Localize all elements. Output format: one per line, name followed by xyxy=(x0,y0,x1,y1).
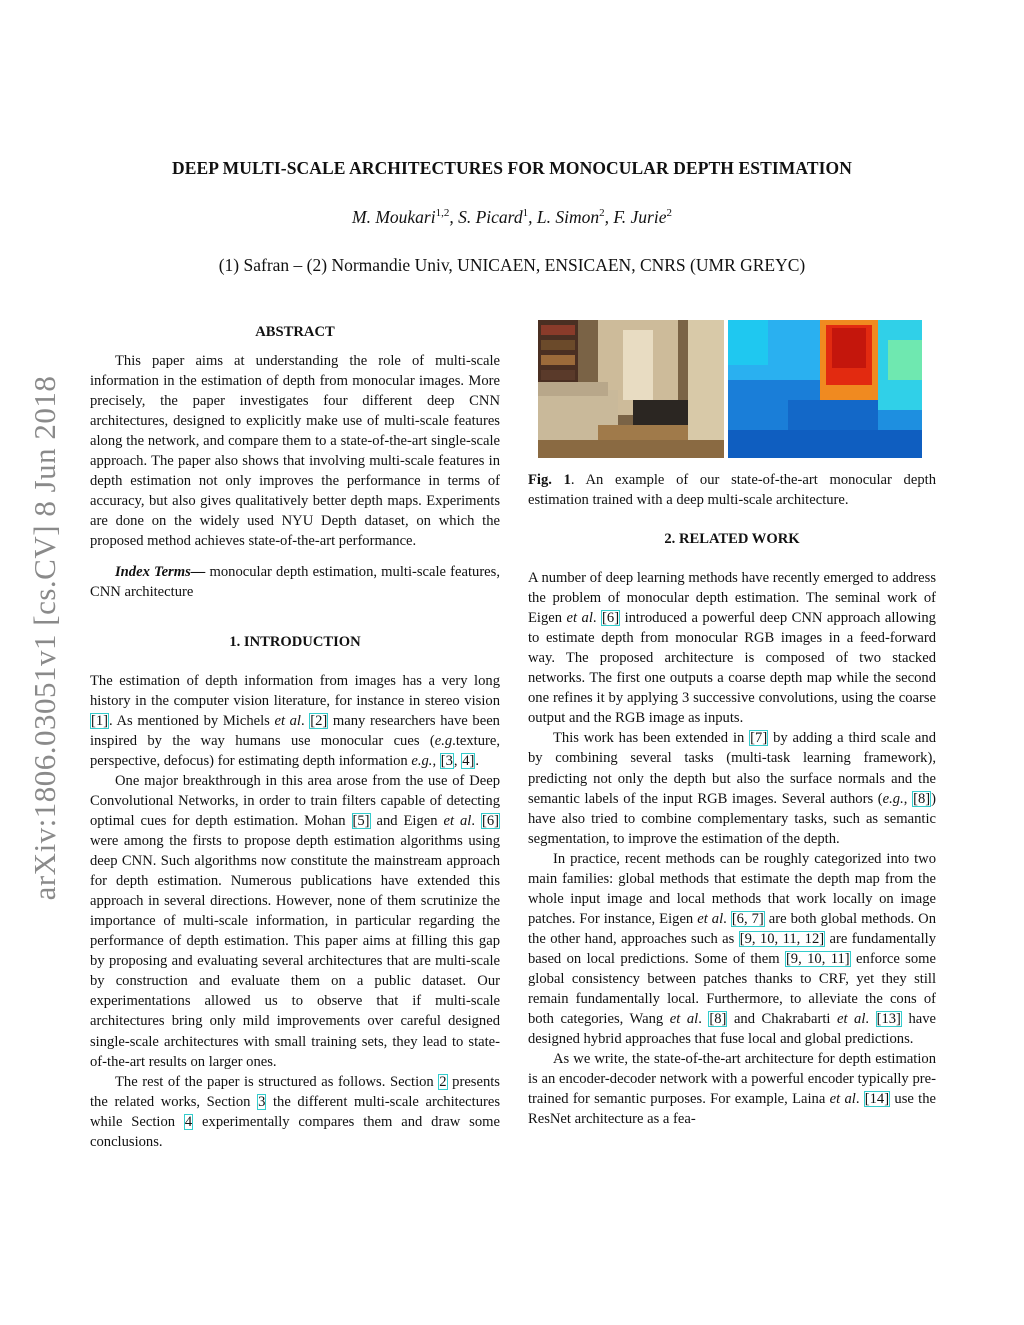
figure-caption: Fig. 1. An example of our state-of-the-art monocular depth estimation trained with a deep multi-scale architecture. xyxy=(528,472,936,508)
author-name: S. Picard xyxy=(458,207,523,227)
author-list: M. Moukari$^{1,2}$, S. Picard$^1$, L. Simon$^2$, F. Jurie$^2$ xyxy=(352,207,672,227)
intro-paragraph-1: The estimation of depth information from images has a very long history in the computer vision literature, for instance in stereo vision [1]. As mentioned by Michels et al. [2] many researchers have been inspired by the way humans use monocular cues (e.g.texture, perspective, defocus) for estimating depth information e.g., [3, 4]. xyxy=(90,672,500,769)
related-paragraph-4: As we write, the state-of-the-art architecture for depth estimation is an encoder-decoder network with a powerful encoder typically pre-trained for semantic purposes. For example, Laina et al. [14] use the ResNet architecture as a fea- xyxy=(528,1051,936,1128)
citation-link[interactable]: [3 xyxy=(440,752,453,769)
author-name: M. Moukari xyxy=(352,207,436,227)
author-affil-sup: 1,2 xyxy=(435,207,450,220)
related-heading: 2. RELATED WORK xyxy=(664,531,800,547)
citation-link[interactable]: [14] xyxy=(864,1091,890,1108)
citation-link[interactable]: [5] xyxy=(352,812,370,829)
citation-link[interactable]: [2] xyxy=(310,712,328,729)
index-terms xyxy=(90,562,500,602)
citation-link[interactable]: [6, 7] xyxy=(731,910,764,927)
citation-link[interactable]: [8] xyxy=(913,790,931,807)
related-paragraph-3: In practice, recent methods can be roughly categorized into two main families: global methods that estimate the depth map from the whole input image and local methods that work locally on image patches. For instance, Eigen et al. [6, 7] are both global methods. On the other hand, approaches such as [9, 10, 11, 12] are fundamentally based on local predictions. Some of them [9, 10, 11] enforce some global consistency between patches thanks to CRF, yet they still remain fundamentally local. Furthermore, to alleviate the cons of both categories, Wang et al. [8] and Chakrabarti et al. [13] have designed hybrid approaches that fuse local and global predictions. xyxy=(528,850,937,1048)
author-name: L. Simon xyxy=(536,207,600,227)
intro-heading: 1. INTRODUCTION xyxy=(229,633,361,650)
abstract-text: This paper aims at understanding the role of multi-scale information in the estimation of depth from monocular images. More precisely, the paper investigates four different deep CNN architectures, designed to explicitly make use of multi-scale features along the network, and compare them to a state-of-the-art single-scale approach. The paper also shows that involving multi-scale features in depth estimation not only improves the performance in terms of accuracy, but also gives qualitatively better depth maps. Experiments are done on the widely used NYU Depth dataset, on which the proposed method achieves state-of-the-art performance. xyxy=(90,353,500,550)
citation-link[interactable]: [8] xyxy=(709,1011,727,1028)
left-column xyxy=(90,322,500,1152)
citation-link[interactable]: [6] xyxy=(602,610,620,627)
citation-link[interactable]: [6] xyxy=(481,812,499,829)
index-terms-label: Index Terms— xyxy=(115,563,206,580)
figure-depth-map xyxy=(728,320,922,458)
related-paragraph-1: A number of deep learning methods have recently emerged to address the problem of monocular depth estimation. The seminal work of Eigen et al. [6] introduced a powerful deep CNN approach allowing to estimate depth from monocular RGB images in a feed-forward way. The proposed architecture is composed of two stacked networks. The first one outputs a coarse depth map while the second one refines it by applying 3 successive convolutions, using the coarse output and the RGB image as inputs. xyxy=(528,570,936,727)
author-affil-sup: 2 xyxy=(666,207,672,220)
figure-label: Fig. 1 xyxy=(528,472,571,488)
affiliations: (1) Safran – (2) Normandie Univ, UNICAEN, ENSICAEN, CNRS (UMR GREYC) xyxy=(218,255,806,275)
citation-link[interactable]: [13] xyxy=(876,1011,901,1028)
citation-link[interactable]: [9, 10, 11, 12] xyxy=(739,930,825,947)
citation-link[interactable]: [9, 10, 11] xyxy=(785,950,850,967)
author-affil-sup: 2 xyxy=(599,207,605,220)
related-paragraph-2: This work has been extended in [7] by adding a third scale and by combining several tasks (multi-task learning framework), predicting not only the depth but also the surface normals and the semantic labels of the input RGB images. Several authors (e.g., [8]) have also tried to combine complementary tasks, such as semantic segmentation, to improve the estimation of the depth. xyxy=(528,730,936,847)
citation-link[interactable]: 4] xyxy=(462,752,475,769)
section-link[interactable]: 3 xyxy=(258,1093,266,1110)
arxiv-side-stamp: arXiv:1806.03051v1 [cs.CV] 8 Jun 2018 xyxy=(27,375,62,901)
right-column xyxy=(528,470,936,1129)
intro-paragraph-2: One major breakthrough in this area arose from the use of Deep Convolutional Networks, in order to train filters capable of detecting optimal cues for depth estimation. Mohan [5] and Eigen et al. [6] were among the firsts to propose depth estimation algorithms using deep CNN. Such algorithms now constitute the mainstream approach for depth estimation. Numerous publications have extended this approach in several directions. However, none of them scrutinize the importance of multi-scale information, in particular regarding the performance of depth estimation. This paper aims at filling this gap by proposing and evaluating several architectures that are multi-scale by construction and evaluate them on a public dataset. Our experimentations allowed us to observe that if multi-scale architectures bring only mild improvements over careful designed single-scale architectures with small training sets, they lead to state-of-the-art results on larger ones. xyxy=(90,772,500,1070)
paper-title: DEEP MULTI-SCALE ARCHITECTURES FOR MONOCULAR DEPTH ESTIMATION xyxy=(172,158,852,178)
author-name: F. Jurie xyxy=(613,207,667,227)
citation-link[interactable]: [7] xyxy=(750,730,768,747)
citation-link[interactable]: [1] xyxy=(91,712,109,729)
section-link[interactable]: 2 xyxy=(439,1073,447,1090)
section-link[interactable]: 4 xyxy=(184,1113,193,1130)
intro-paragraph-3: The rest of the paper is structured as follows. Section 2 presents the related works, Section 3 the different multi-scale architectures while Section 4 experimentally compares them and draw some conclusions. xyxy=(90,1073,501,1150)
abstract-heading: ABSTRACT xyxy=(255,324,335,340)
author-affil-sup: 1 xyxy=(522,207,529,220)
figure-rgb-photo xyxy=(538,320,724,458)
index-terms-text: monocular depth estimation, multi-scale features, CNN architecture xyxy=(90,563,500,600)
